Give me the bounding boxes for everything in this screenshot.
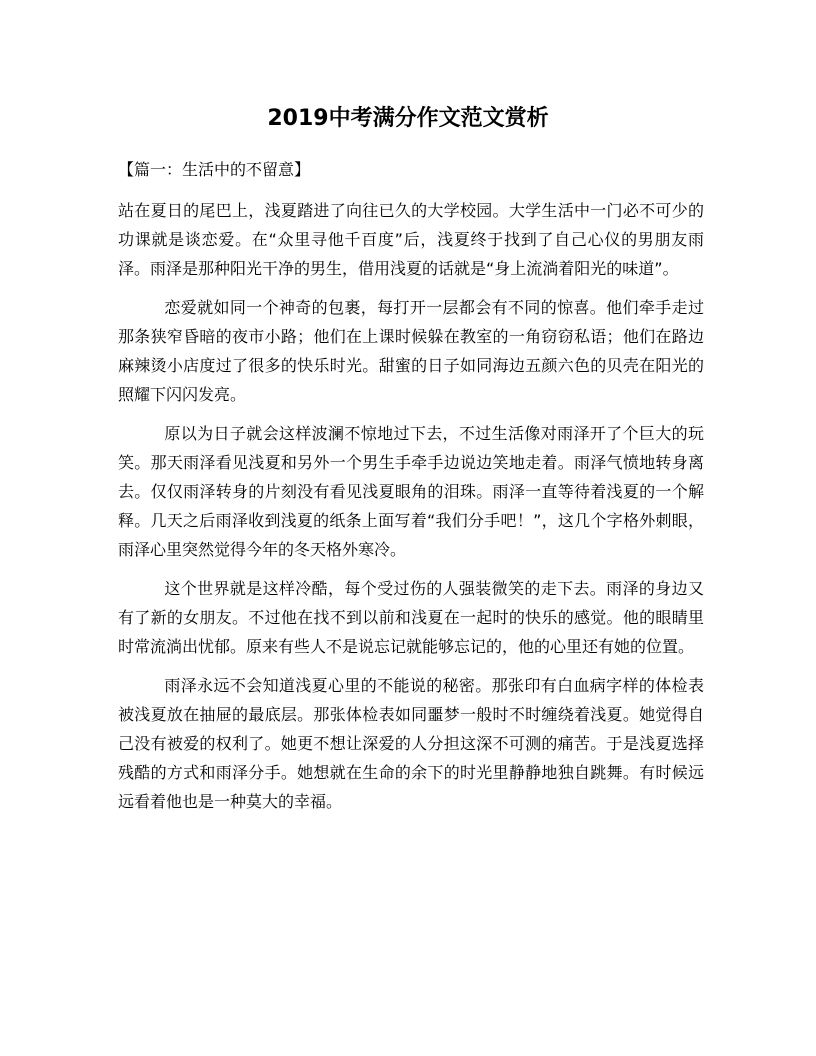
document-body (118, 158, 704, 826)
paragraph-5: 雨泽永远不会知道浅夏心里的不能说的秘密。那张印有白血病字样的体检表被浅夏放在抽屉的最底层。那张体检表如同噩梦一般时不时缠绕着浅夏。她觉得自己没有被爱的权利了。她更不想让深爱的人分担这深不可测的痛苦。于是浅夏选择残酷的方式和雨泽分手。她想就在生命的余下的时光里静静地独自跳舞。有时候远远看着他也是一种莫大的幸福。 (118, 676, 704, 811)
paragraph-4: 这个世界就是这样冷酷，每个受过伤的人强装微笑的走下去。雨泽的身边又有了新的女朋友。不过他在找不到以前和浅夏在一起时的快乐的感觉。他的眼睛里时常流淌出忧郁。原来有些人不是说忘记就能够忘记的，他的心里还有她的位置。 (118, 579, 704, 656)
paragraph-2: 恋爱就如同一个神奇的包裹，每打开一层都会有不同的惊喜。他们牵手走过那条狭窄昏暗的夜市小路；他们在上课时候躲在教室的一角窃窃私语；他们在路边麻辣烫小店度过了很多的快乐时光。甜蜜的日子如同海边五颜六色的贝壳在阳光的照耀下闪闪发亮。 (118, 298, 704, 404)
page-title: 2019中考满分作文范文赏析 (267, 106, 549, 131)
section-heading: 【篇一：生活中的不留意】 (118, 160, 311, 179)
paragraph-1: 站在夏日的尾巴上，浅夏踏进了向往已久的大学校园。大学生活中一门必不可少的功课就是谈恋爱。在“众里寻他千百度”后，浅夏终于找到了自己心仪的男朋友雨泽。雨泽是那种阳光干净的男生，借用浅夏的话就是“身上流淌着阳光的味道”。 (118, 201, 704, 278)
paragraph-3: 原以为日子就会这样波澜不惊地过下去，不过生活像对雨泽开了个巨大的玩笑。那天雨泽看见浅夏和另外一个男生手牵手边说边笑地走着。雨泽气愤地转身离去。仅仅雨泽转身的片刻没有看见浅夏眼角的泪珠。雨泽一直等待着浅夏的一个解释。几天之后雨泽收到浅夏的纸条上面写着“我们分手吧！”，这几个字格外刺眼，雨泽心里突然觉得今年的冬天格外寒冷。 (118, 424, 704, 559)
